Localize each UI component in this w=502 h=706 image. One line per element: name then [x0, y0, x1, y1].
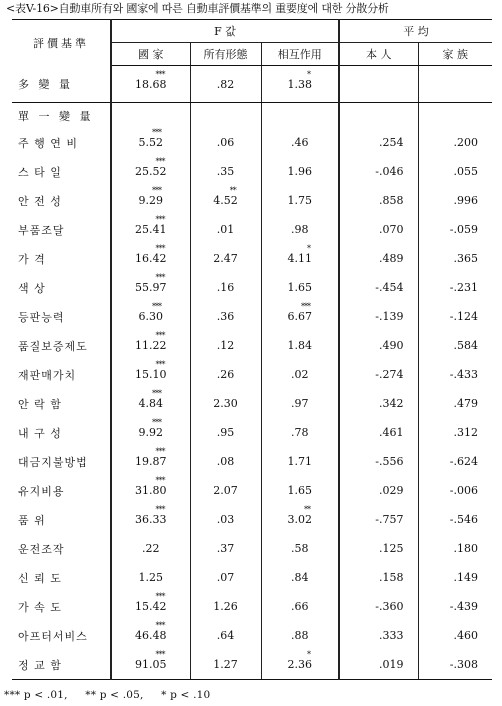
f-ownership-cell: 2.30 — [213, 397, 238, 410]
table-title: <表V-16>自動車所有와 國家에 따른 自動車評價基準의 重要度에 대한 分散分析 — [6, 2, 389, 15]
multivariate-family — [418, 66, 492, 103]
f-interaction-cell: .02 — [291, 368, 309, 381]
criterion-label: 가 격 — [12, 244, 111, 273]
mean-self-cell: .070 — [339, 215, 418, 244]
mean-self-cell: .125 — [339, 534, 418, 563]
f-nation-cell: 6.30 *** — [138, 302, 163, 323]
univariate-header-row — [12, 103, 492, 129]
table-row — [12, 302, 492, 331]
table-row — [12, 389, 492, 418]
mean-family-cell: -.433 — [449, 368, 478, 381]
f-nation-cell: 25.52 *** — [135, 157, 167, 178]
mean-family-cell: -.059 — [449, 223, 478, 236]
table-row — [12, 534, 492, 563]
f-ownership-cell: .64 — [216, 629, 235, 642]
f-nation-cell: 15.10 *** — [135, 360, 167, 381]
table-row — [12, 447, 492, 476]
self-header: 本 人 — [339, 43, 418, 66]
footnote-p01: *** p < .01, — [4, 689, 68, 701]
significance-mark: *** — [155, 476, 165, 485]
mean-self-cell: .019 — [339, 650, 418, 680]
f-nation-cell: 91.05 *** — [135, 650, 167, 671]
mean-family-cell: .055 — [453, 165, 478, 178]
significance-mark: *** — [155, 244, 165, 253]
criterion-label: 품질보증제도 — [12, 331, 111, 360]
criterion-label: 주 행 연 비 — [12, 128, 111, 157]
criterion-label: 대금지불방법 — [12, 447, 111, 476]
criterion-label: 부품조달 — [12, 215, 111, 244]
f-nation-cell: 16.42 *** — [135, 244, 167, 265]
table-row — [12, 186, 492, 215]
mean-family-cell: .584 — [453, 339, 478, 352]
f-ownership-cell: .36 — [216, 310, 235, 323]
mean-family-cell: -.006 — [449, 484, 478, 497]
mean-self-cell: .342 — [339, 389, 418, 418]
significance-mark: *** — [155, 273, 165, 282]
mean-self-cell: .489 — [339, 244, 418, 273]
f-nation-cell: 5.52 *** — [138, 128, 163, 149]
nation-header: 國 家 — [111, 43, 190, 66]
multivariate-nation: 18.68 *** — [135, 69, 167, 91]
footnote — [4, 689, 224, 701]
criterion-label: 아프터서비스 — [12, 621, 111, 650]
criterion-label: 정 교 함 — [12, 650, 111, 680]
mean-self-cell: .158 — [339, 563, 418, 592]
significance-mark: *** — [152, 128, 161, 137]
interaction-header: 相互作用 — [261, 43, 339, 66]
footnote-p10: * p < .10 — [161, 689, 211, 701]
mean-self-cell: -.046 — [339, 157, 418, 186]
table-row — [12, 650, 492, 680]
f-interaction-cell: 1.65 — [287, 484, 312, 497]
mean-self-cell: .029 — [339, 476, 418, 505]
mean-self-cell: .461 — [339, 418, 418, 447]
f-ownership-cell: .07 — [216, 571, 235, 584]
f-nation-cell: 9.92 *** — [138, 418, 163, 439]
mean-family-cell: .180 — [453, 542, 478, 555]
mean-family-cell: .365 — [453, 252, 478, 265]
f-nation-cell: 55.97 *** — [135, 273, 167, 294]
mean-family-cell: -.624 — [449, 455, 478, 468]
f-ownership-cell: .03 — [216, 513, 235, 526]
ownership-header: 所有形態 — [190, 43, 261, 66]
mean-self-cell: .333 — [339, 621, 418, 650]
f-interaction-cell: 1.65 — [287, 281, 312, 294]
significance-mark: *** — [155, 592, 165, 601]
significance-mark: *** — [152, 418, 161, 427]
mean-family-cell: -.546 — [449, 513, 478, 526]
f-interaction-cell: .88 — [291, 629, 309, 642]
table-row — [12, 331, 492, 360]
criterion-label: 색 상 — [12, 273, 111, 302]
criterion-label: 유지비용 — [12, 476, 111, 505]
criterion-label: 등판능력 — [12, 302, 111, 331]
f-interaction-cell: 2.36 * — [287, 650, 312, 671]
table-row — [12, 215, 492, 244]
f-interaction-cell: 1.75 — [287, 194, 312, 207]
significance-mark: *** — [301, 302, 310, 311]
table-row — [12, 418, 492, 447]
significance-mark: *** — [155, 360, 165, 369]
f-ownership-cell: 2.47 — [213, 252, 238, 265]
mean-family-cell: .479 — [453, 397, 478, 410]
significance-mark: *** — [155, 331, 165, 340]
significance-mark: *** — [155, 447, 165, 456]
mean-family-cell: .312 — [453, 426, 478, 439]
f-interaction-cell: .84 — [291, 571, 309, 584]
mean-family-cell: .996 — [453, 194, 478, 207]
f-nation-cell: 4.84 *** — [138, 389, 163, 410]
significance-mark: *** — [152, 389, 161, 398]
f-nation-cell: 19.87 *** — [135, 447, 167, 468]
f-nation-cell: 15.42 *** — [135, 592, 167, 613]
criterion-label: 재판매가치 — [12, 360, 111, 389]
univariate-label: 單 一 變 量 — [12, 103, 111, 129]
mean-self-cell: .490 — [339, 331, 418, 360]
mean-family-cell: .460 — [453, 629, 478, 642]
significance-mark: ** — [229, 186, 236, 195]
table-row — [12, 621, 492, 650]
multivariate-self — [339, 66, 418, 103]
table-row — [12, 563, 492, 592]
table-row — [12, 476, 492, 505]
mean-family-cell: .149 — [453, 571, 478, 584]
table-row — [12, 360, 492, 389]
f-ownership-cell: .01 — [216, 223, 235, 236]
significance-mark: *** — [155, 621, 165, 630]
f-ownership-cell: .26 — [216, 368, 235, 381]
significance-mark: *** — [152, 302, 161, 311]
f-nation-cell: 1.25 — [138, 571, 163, 584]
header-row-1 — [12, 20, 492, 43]
f-ownership-cell: .95 — [216, 426, 235, 439]
significance-mark: * — [307, 650, 310, 659]
f-ownership-cell: 1.26 — [213, 600, 238, 613]
f-nation-cell: 25.41 *** — [135, 215, 167, 236]
f-nation-cell: 46.48 *** — [135, 621, 167, 642]
f-ownership-cell: 1.27 — [213, 658, 238, 671]
f-interaction-cell: .66 — [291, 600, 309, 613]
table-row — [12, 592, 492, 621]
f-interaction-cell: 4.11 * — [287, 244, 312, 265]
f-interaction-cell: 3.02 ** — [287, 505, 312, 526]
mean-self-cell: .858 — [339, 186, 418, 215]
f-ownership-cell: .37 — [216, 542, 235, 555]
criterion-label: 가 속 도 — [12, 592, 111, 621]
significance-mark: *** — [152, 186, 161, 195]
f-interaction-cell: .58 — [291, 542, 309, 555]
footnote-p05: ** p < .05, — [85, 689, 144, 701]
mean-self-cell: -.757 — [339, 505, 418, 534]
significance-mark: * — [307, 244, 310, 253]
mean-self-cell: -.274 — [339, 360, 418, 389]
multivariate-row — [12, 66, 492, 103]
table-row — [12, 505, 492, 534]
f-interaction-cell: 1.96 — [287, 165, 312, 178]
significance-mark: *** — [155, 650, 165, 659]
mean-self-cell: -.139 — [339, 302, 418, 331]
mean-self-cell: .254 — [339, 128, 418, 157]
f-ownership-cell: .06 — [216, 136, 235, 149]
mean-family-cell: -.439 — [449, 600, 478, 613]
multivariate-interaction: 1.38 * — [287, 69, 312, 91]
criteria-header: 評價基準 — [12, 20, 111, 66]
f-nation-cell: 11.22 *** — [135, 331, 167, 352]
f-ownership-cell: .12 — [216, 339, 235, 352]
f-interaction-cell: .98 — [291, 223, 309, 236]
significance-mark: *** — [155, 69, 165, 79]
f-interaction-cell: 6.67 *** — [287, 302, 312, 323]
table-row — [12, 128, 492, 157]
f-nation-cell: .22 — [142, 542, 160, 555]
f-ownership-cell: 4.52 ** — [213, 186, 238, 207]
f-interaction-cell: .97 — [291, 397, 309, 410]
f-interaction-cell: 1.84 — [287, 339, 312, 352]
f-ownership-cell: .08 — [216, 455, 235, 468]
f-interaction-cell: .78 — [291, 426, 309, 439]
criterion-label: 안 전 성 — [12, 186, 111, 215]
f-nation-cell: 36.33 *** — [135, 505, 167, 526]
criterion-label: 품 위 — [12, 505, 111, 534]
f-nation-cell: 31.80 *** — [135, 476, 167, 497]
table-row — [12, 157, 492, 186]
mean-self-cell: -.360 — [339, 592, 418, 621]
significance-mark: *** — [155, 157, 165, 166]
mean-family-cell: -.231 — [449, 281, 478, 294]
mean-self-cell: -.556 — [339, 447, 418, 476]
f-ownership-cell: .35 — [216, 165, 235, 178]
f-interaction-cell: 1.71 — [287, 455, 312, 468]
multivariate-ownership: .82 — [216, 77, 235, 91]
mean-family-cell: -.308 — [418, 650, 492, 680]
multivariate-label: 多 變 量 — [12, 66, 111, 103]
criterion-label: 운전조작 — [12, 534, 111, 563]
significance-mark: * — [307, 69, 310, 79]
criterion-label: 안 락 함 — [12, 389, 111, 418]
mean-family-cell: .200 — [453, 136, 478, 149]
mean-family-cell: -.124 — [449, 310, 478, 323]
criterion-label: 내 구 성 — [12, 418, 111, 447]
mean-self-cell: -.454 — [339, 273, 418, 302]
f-interaction-cell: .46 — [291, 136, 309, 149]
significance-mark: *** — [155, 215, 165, 224]
criterion-label: 신 뢰 도 — [12, 563, 111, 592]
family-header: 家 族 — [418, 43, 492, 66]
table-row — [12, 244, 492, 273]
f-nation-cell: 9.29 *** — [138, 186, 163, 207]
f-ownership-cell: .16 — [216, 281, 235, 294]
criterion-label: 스 타 일 — [12, 157, 111, 186]
mean-header: 平 均 — [339, 20, 492, 43]
f-ownership-cell: 2.07 — [213, 484, 238, 497]
significance-mark: ** — [304, 505, 310, 514]
significance-mark: *** — [155, 505, 165, 514]
f-value-header: F 값 — [111, 20, 339, 43]
anova-table — [12, 19, 492, 680]
table-row — [12, 273, 492, 302]
